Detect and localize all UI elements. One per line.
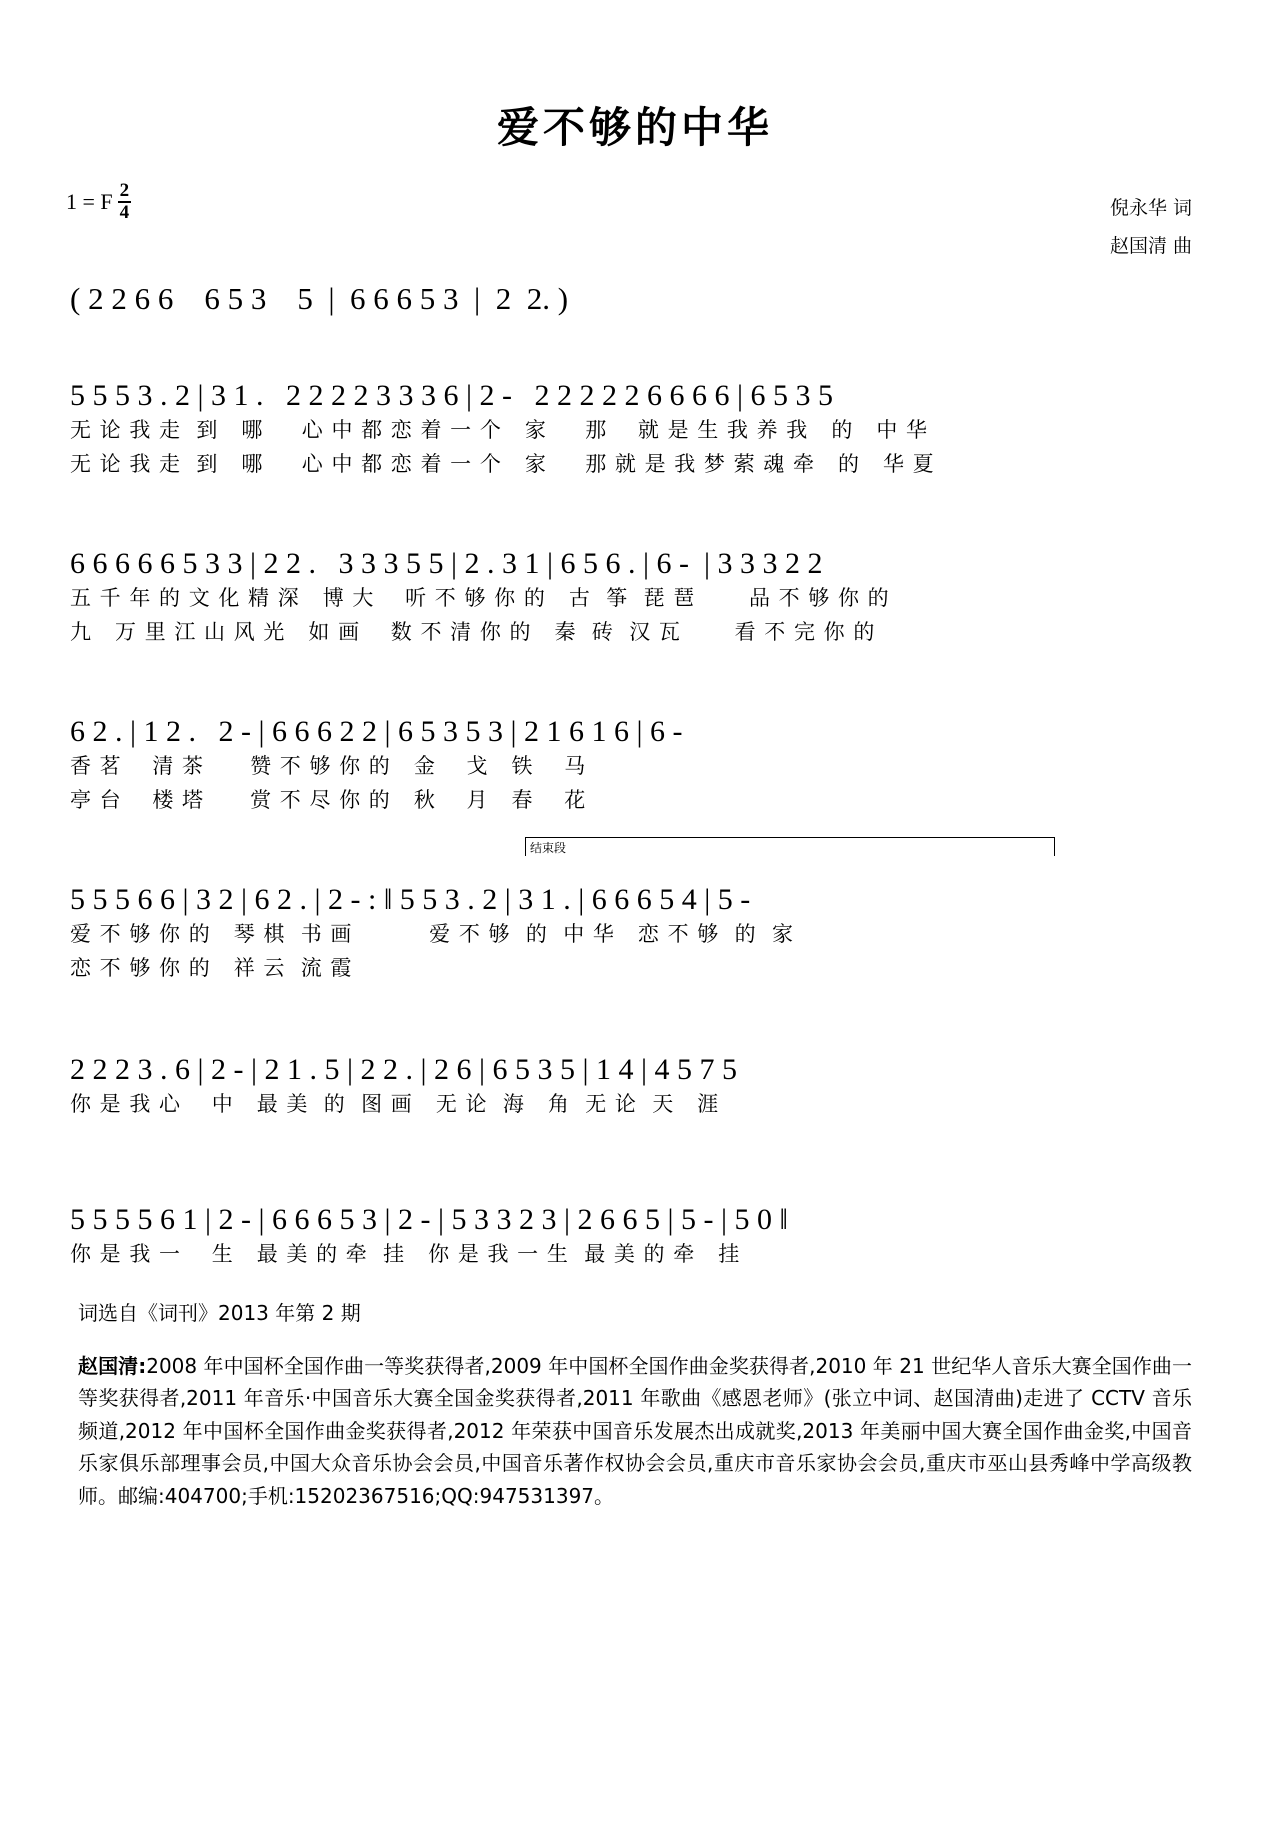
composer-bio-name: 赵国清: <box>78 1354 147 1378</box>
lyrics-line-1a: 无 论 我 走 到 哪 心 中 都 恋 着 一 个 家 那 就 是 生 我 养 我 的 中 华 <box>70 418 929 442</box>
lyrics-line-5: 你 是 我 心 中 最 美 的 图 画 无 论 海 角 无 论 天 涯 <box>70 1092 720 1116</box>
lyrics-line-3b: 亭 台 楼 塔 赏 不 尽 你 的 秋 月 春 花 <box>70 788 587 812</box>
key-signature <box>66 181 131 223</box>
system-intro <box>70 259 1200 317</box>
time-signature-unit: 4 <box>119 201 130 223</box>
notation-line-2: 6 6 6 6 6 5 3 3 | 2 2 . 3 3 3 5 5 | 2 . 3 1 | 6 5 6 . | 6 - | 3 3 3 2 2 <box>70 547 823 580</box>
metadata-row <box>0 173 1270 257</box>
time-signature-beats: 2 <box>119 180 130 201</box>
ending-bracket-label: 结束段 <box>525 837 1055 856</box>
lyrics-line-1b: 无 论 我 走 到 哪 心 中 都 恋 着 一 个 家 那 就 是 我 梦 萦 魂 牵 的 华 夏 <box>70 452 935 476</box>
system-2 <box>70 523 1200 649</box>
notation-line-5: 2 2 2 3 . 6 | 2 - | 2 1 . 5 | 2 2 . | 2 6 | 6 5 3 5 | 1 4 | 4 5 7 5 <box>70 1053 738 1086</box>
sheet-music-page <box>0 95 1270 1848</box>
notation-line-intro: ( 2 2 6 6 6 5 3 5 | 6 6 6 5 3 | 2 2. ) <box>70 281 569 316</box>
lyrics-line-6: 你 是 我 一 生 最 美 的 牵 挂 你 是 我 一 生 最 美 的 牵 挂 <box>70 1242 741 1266</box>
lyrics-line-4a: 爱 不 够 你 的 琴 棋 书 画 爱 不 够 的 中 华 恋 不 够 的 家 <box>70 922 794 946</box>
notation-line-1: 5 5 5 3 . 2 | 3 1 . 2 2 2 2 3 3 3 6 | 2 - 2 2 2 2 2 6 6 6 6 | 6 5 3 5 <box>70 379 834 412</box>
lyrics-line-2a: 五 千 年 的 文 化 精 深 博 大 听 不 够 你 的 古 筝 琵 琶 品 不 够 你 的 <box>70 586 890 610</box>
system-5 <box>70 1029 1200 1121</box>
notation-line-6: 5 5 5 5 6 1 | 2 - | 6 6 6 5 3 | 2 - | 5 3 3 2 3 | 2 6 6 5 | 5 - | 5 0 ‖ <box>70 1203 788 1236</box>
notation-line-3: 6 2 . | 1 2 . 2 - | 6 6 6 2 2 | 6 5 3 5 3 | 2 1 6 1 6 | 6 - <box>70 715 683 748</box>
system-4 <box>70 841 1200 985</box>
lyrics-line-4b: 恋 不 够 你 的 祥 云 流 霞 <box>70 956 353 980</box>
composer-credit: 赵国清 曲 <box>1109 235 1192 257</box>
page-title: 爱不够的中华 <box>496 103 773 152</box>
key-label: 1 = F <box>66 188 113 214</box>
notation-line-4: 5 5 5 6 6 | 3 2 | 6 2 . | 2 - : ‖ 5 5 3 . 2 | 3 1 . | 6 6 6 5 4 | 5 - <box>70 883 751 916</box>
lyrics-line-2b: 九 万 里 江 山 风 光 如 画 数 不 清 你 的 秦 砖 汉 瓦 看 不 完 你 的 <box>70 620 876 644</box>
system-6 <box>70 1179 1200 1271</box>
composer-bio-text: 2008 年中国杯全国作曲一等奖获得者,2009 年中国杯全国作曲金奖获得者,2010 年 21 世纪华人音乐大赛全国作曲一等奖获得者,2011 年音乐·中国音乐大赛全国金奖获得者,2011 年歌曲《感恩老师》(张立中词、赵国清曲)走进了 CCTV 音乐频道,2012 年中国杯全国作曲金奖获得者,2012 年荣获中国音乐发展杰出成就奖,2013 年美丽中国大赛全国作曲金奖,中国音乐家俱乐部理事会员,中国大众音乐协会会员,中国音乐著作权协会会员,重庆市音乐家协会会员,重庆市巫山县秀峰中学高级教师。邮编:404700;手机:15202367516;QQ:947531397。 <box>78 1354 1192 1508</box>
composer-bio <box>78 1350 1192 1512</box>
source-note: 词选自《词刊》2013 年第 2 期 <box>78 1301 361 1325</box>
system-3 <box>70 691 1200 817</box>
footer <box>78 1297 1192 1512</box>
time-signature <box>118 181 132 223</box>
system-1 <box>70 355 1200 481</box>
lyricist-credit: 倪永华 词 <box>1109 197 1192 219</box>
score <box>0 259 1270 1271</box>
credits <box>1110 189 1192 265</box>
lyrics-line-3a: 香 茗 清 茶 赞 不 够 你 的 金 戈 铁 马 <box>70 754 587 778</box>
